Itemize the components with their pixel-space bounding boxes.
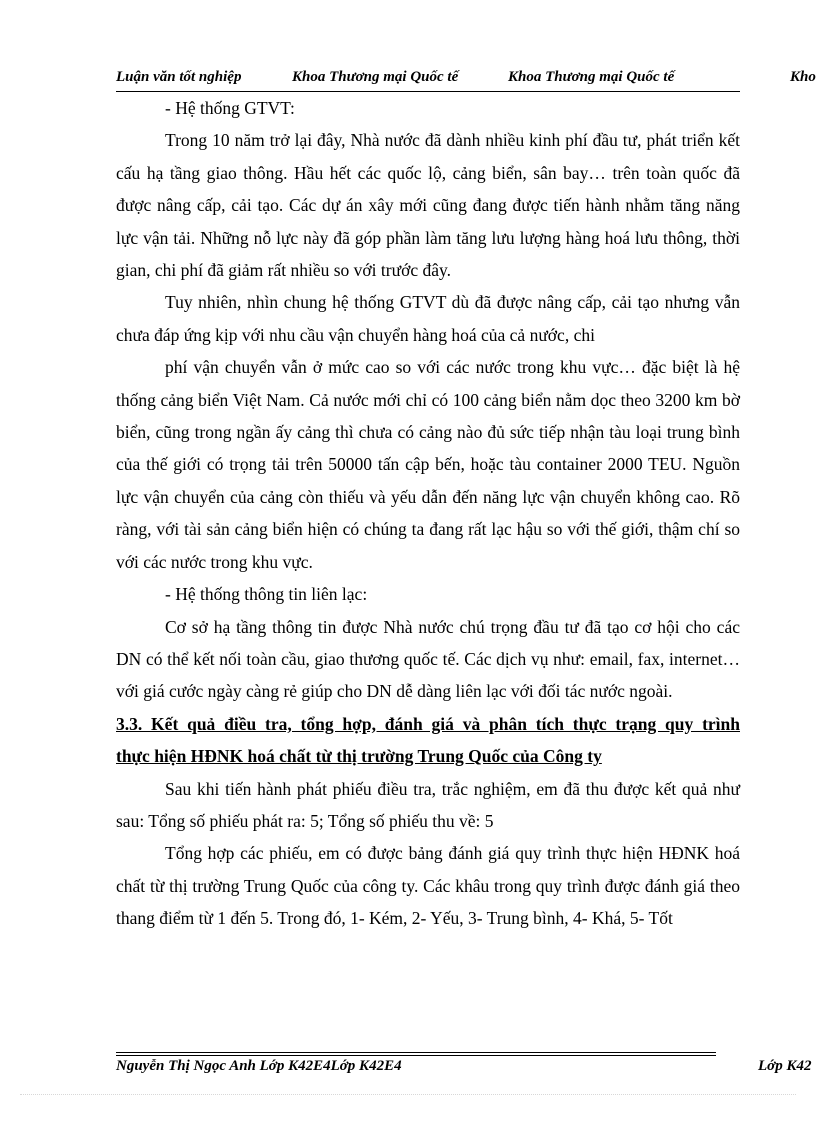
page-bottom-border (20, 1094, 796, 1095)
section-heading-3-3 (116, 708, 740, 773)
footer-author: Nguyễn Thị Ngọc Anh Lớp K42E4Lớp K42E4 (116, 1058, 402, 1074)
footer-divider-top (116, 1052, 716, 1053)
section-label-communication: - Hệ thống thông tin liên lạc: (165, 584, 368, 605)
paragraph-port-system: phí vận chuyển vẫn ở mức cao so với các nước trong khu vực… đặc biệt là hệ thống cảng biển Việt Nam. Cả nước mới chỉ có 100 cảng biển nằm dọc theo 3200 km bờ biển, cũng trong ngần ấy cảng thì chưa có cảng nào đủ sức tiếp nhận tàu loại trung bình của thế giới có trọng tải trên 50000 tấn cập bến, hoặc tàu container 2000 TEU. Nguồn lực vận chuyển của cảng còn thiếu và yếu dẫn đến năng lực vận chuyển không cao. Rõ ràng, với tài sản cảng biển hiện có chúng ta đang rất lạc hậu so với thế giới, thậm chí so với các nước trong khu vực. (116, 357, 740, 572)
header-faculty-label-cut: Kho (790, 69, 816, 85)
header-faculty-label: Khoa Thương mại Quốc tế (292, 69, 459, 85)
page-body (116, 92, 740, 935)
footer-class: Lớp K42 (758, 1058, 812, 1074)
section-label-transport: - Hệ thống GTVT: (165, 98, 295, 118)
footer-divider-bottom (116, 1055, 716, 1056)
paragraph-survey-result: Sau khi tiến hành phát phiếu điều tra, trắc nghiệm, em đã thu được kết quả như sau: Tổng số phiếu phát ra: 5; Tổng số phiếu thu về: 5 (116, 778, 740, 831)
page-header (116, 69, 816, 91)
paragraph-evaluation-scale: Tổng hợp các phiếu, em có được bảng đánh giá quy trình thực hiện HĐNK hoá chất từ thị trường Trung Quốc của công ty. Các khâu trong quy trình được đánh giá theo thang điểm từ 1 đến 5. Trong đó, 1- Kém, 2- Yếu, 3- Trung bình, 4- Khá, 5- Tốt (116, 843, 740, 929)
section-heading-line2: thực hiện HĐNK hoá chất từ thị trường Trung Quốc của Công ty (116, 746, 602, 767)
header-faculty-label-repeat: Khoa Thương mại Quốc tế (508, 69, 675, 85)
paragraph-transport-limits: Tuy nhiên, nhìn chung hệ thống GTVT dù đã được nâng cấp, cải tạo nhưng vẫn chưa đáp ứng kịp với nhu cầu vận chuyển hàng hoá của cả nước, chi (116, 292, 740, 345)
header-thesis-label: Luận văn tốt nghiệp (116, 69, 242, 85)
paragraph-communication: Cơ sở hạ tầng thông tin được Nhà nước chú trọng đầu tư đã tạo cơ hội cho các DN có thể kết nối toàn cầu, giao thương quốc tế. Các dịch vụ như: email, fax, internet… với giá cước ngày càng rẻ giúp cho DN dễ dàng liên lạc với đối tác nước ngoài. (116, 616, 740, 702)
paragraph-transport-investment: Trong 10 năm trở lại đây, Nhà nước đã dành nhiều kinh phí đầu tư, phát triển kết cấu hạ tầng giao thông. Hầu hết các quốc lộ, cảng biển, sân bay… trên toàn quốc đã được nâng cấp, cải tạo. Các dự án xây mới cũng đang được tiến hành nhằm tăng năng lực vận tải. Những nỗ lực này đã góp phần làm tăng lưu lượng hàng hoá lưu thông, thời gian, chi phí đã giảm rất nhiều so với trước đây. (116, 130, 740, 281)
section-heading-line1: 3.3. Kết quả điều tra, tổng hợp, đánh giá và phân tích thực trạng quy trình (116, 713, 740, 734)
